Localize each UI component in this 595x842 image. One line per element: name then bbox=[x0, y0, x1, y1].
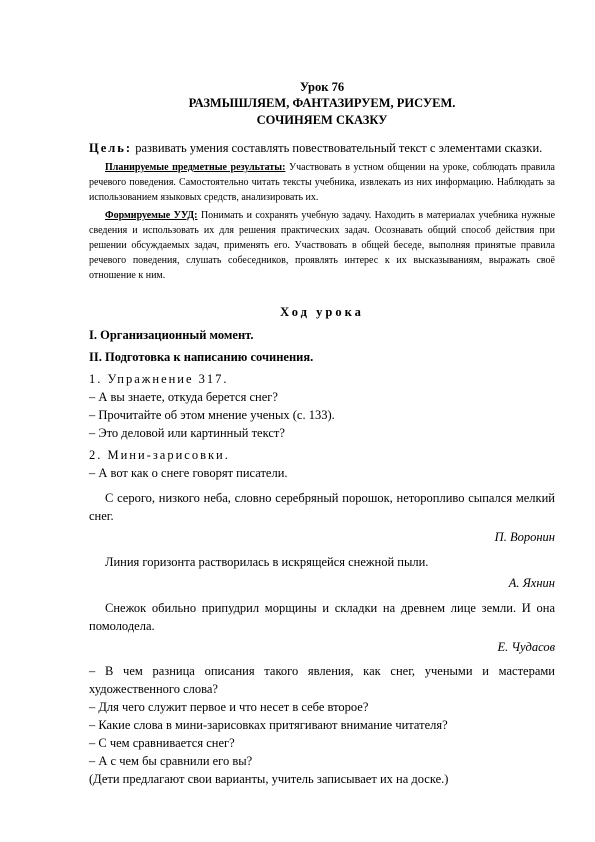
planned-results-text: Участвовать в устном общении на уроке, соблюдать правила речевого поведения. Самостоятельно читать тексты учебника, извлекать из них информацию. Наблюдать за использованием языковых средств, анализировать их. bbox=[89, 162, 555, 203]
lesson-title-line1: РАЗМЫШЛЯЕМ, ФАНТАЗИРУЕМ, РИСУЕМ. bbox=[188, 96, 456, 110]
teacher-note: (Дети предлагают свои варианты, учитель записывает их на доске.) bbox=[89, 772, 449, 786]
section-preparation: II. Подготовка к написанию сочинения. bbox=[89, 350, 314, 364]
goal-label: Цель: bbox=[89, 141, 133, 155]
quote-2-author: А. Яхнин bbox=[508, 576, 555, 590]
uud-label: Формируемые УУД: bbox=[105, 210, 198, 221]
exercise-line-1: – А вы знаете, откуда берется снег? bbox=[89, 390, 278, 404]
goal-text: развивать умения составлять повествовательный текст с элементами сказки. bbox=[135, 141, 543, 155]
question-4: – С чем сравнивается снег? bbox=[89, 736, 235, 750]
planned-results-paragraph bbox=[89, 160, 555, 205]
exercise-label: 1. Упражнение 317. bbox=[89, 372, 229, 386]
uud-text: Понимать и сохранять учебную задачу. Находить в материалах учебника нужные сведения и использовать их для решения практических задач. Осознавать общий способ действия при решении обсуждаемых задач, применять его. Участвовать в общей беседе, выполняя принятые правила речевого поведения, слушать собеседников, проявлять интерес к их высказываниям, выражать своё отношение к ним. bbox=[89, 210, 556, 281]
question-3: – Какие слова в мини-зарисовках притягивают внимание читателя? bbox=[89, 718, 448, 732]
document-page bbox=[89, 80, 555, 788]
quote-1-author: П. Воронин bbox=[494, 530, 555, 544]
lesson-title-line2: СОЧИНЯЕМ СКАЗКУ bbox=[256, 113, 388, 127]
quote-2: Линия горизонта растворилась в искрящейся снежной пыли. bbox=[105, 555, 429, 569]
question-2: – Для чего служит первое и что несет в себе второе? bbox=[89, 700, 369, 714]
uud-paragraph bbox=[89, 208, 555, 283]
question-5: – А с чем бы сравнили его вы? bbox=[89, 754, 253, 768]
quote-3-author: Е. Чудасов bbox=[497, 640, 555, 654]
sketches-intro: – А вот как о снеге говорят писатели. bbox=[89, 466, 288, 480]
lesson-number: Урок 76 bbox=[299, 80, 345, 94]
question-1: – В чем разница описания такого явления, как снег, учеными и мастерами художественного слова? bbox=[89, 664, 555, 696]
goal-paragraph bbox=[89, 140, 555, 157]
quote-1: С серого, низкого неба, словно серебряный порошок, неторопливо сыпался мелкий снег. bbox=[89, 491, 555, 523]
exercise-line-2: – Прочитайте об этом мнение ученых (с. 133). bbox=[89, 408, 335, 422]
quote-3: Снежок обильно припудрил морщины и складки на древнем лице земли. И она помолодела. bbox=[89, 601, 555, 633]
planned-results-label: Планируемые предметные результаты: bbox=[105, 162, 286, 173]
lesson-progress-title: Ход урока bbox=[280, 305, 364, 319]
exercise-line-3: – Это деловой или картинный текст? bbox=[89, 426, 285, 440]
section-organizational: I. Организационный момент. bbox=[89, 328, 254, 342]
sketches-label: 2. Мини-зарисовки. bbox=[89, 448, 230, 462]
